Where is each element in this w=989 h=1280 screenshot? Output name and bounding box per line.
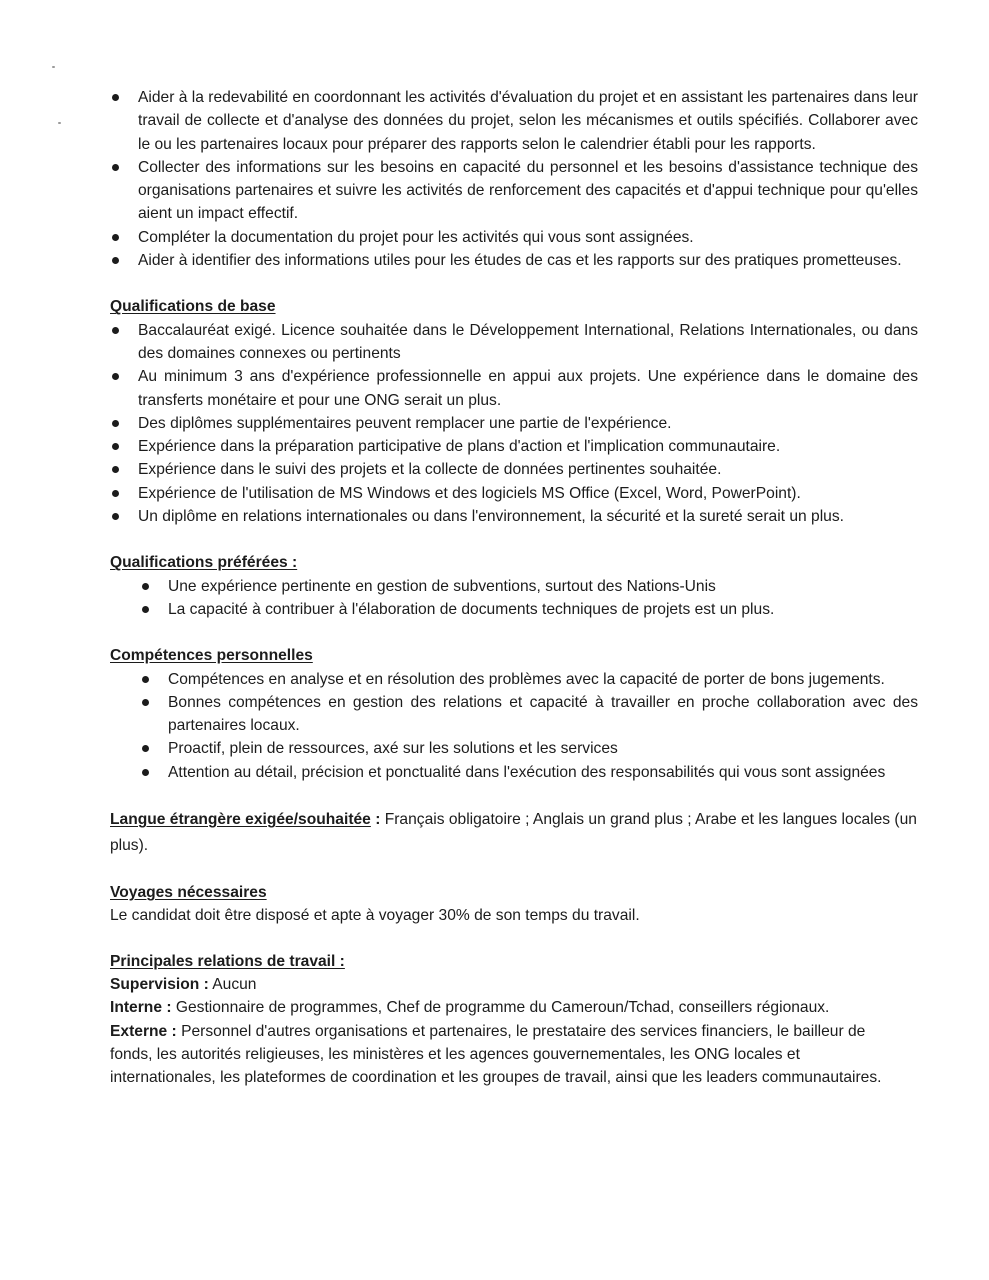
list-item: Proactif, plein de ressources, axé sur les solutions et les services [140, 737, 918, 760]
langue-text: Français obligatoire ; Anglais un grand plus ; Arabe et les langues locales (un plus). [110, 811, 917, 855]
relations-heading: Principales relations de travail : [110, 952, 345, 970]
externe-line [110, 1020, 900, 1090]
scan-speck [58, 122, 61, 124]
interne-line [110, 996, 918, 1019]
supervision-value: Aucun [208, 975, 257, 993]
list-item: Des diplômes supplémentaires peuvent remplacer une partie de l'expérience. [110, 412, 918, 435]
list-item: Collecter des informations sur les besoins en capacité du personnel et les besoins d'assistance technique des organisations partenaires et suivre les activités de renforcement des capacités et d'appui technique pour qu'elles aient un impact effectif. [110, 156, 918, 226]
qualifications-preferees-heading: Qualifications préférées : [110, 554, 298, 572]
list-item: Aider à identifier des informations utiles pour les études de cas et les rapports sur des pratiques prometteuses. [110, 249, 918, 272]
qualifications-preferees-list [110, 575, 918, 622]
list-item: Au minimum 3 ans d'expérience professionnelle en appui aux projets. Une expérience dans le domaine des transferts monétaire et pour une ONG serait un plus. [110, 365, 918, 412]
document-content [110, 86, 918, 1089]
supervision-label: Supervision : [110, 975, 209, 993]
list-item: Aider à la redevabilité en coordonnant les activités d'évaluation du projet et en assistant les partenaires dans leur travail de collecte et d'analyse des données du projet, selon les mécanismes et outils spécifiés. Collaborer avec le ou les partenaires locaux pour préparer des rapports selon le calendrier établi pour les rapports. [110, 86, 918, 156]
list-item: Un diplôme en relations internationales ou dans l'environnement, la sécurité et la sureté serait un plus. [110, 505, 918, 528]
externe-value: Personnel d'autres organisations et partenaires, le prestataire des services financiers, le bailleur de fonds, les autorités religieuses, les ministères et les agences gouvernementales, les ONG locales et internationales, les plateformes de coordination et les groupes de travail, ainsi que les leaders communautaires. [110, 1022, 882, 1087]
externe-label: Externe : [110, 1022, 177, 1040]
scan-speck [52, 66, 55, 68]
list-item: Une expérience pertinente en gestion de subventions, surtout des Nations-Unis [140, 575, 918, 598]
list-item: Expérience dans le suivi des projets et la collecte de données pertinentes souhaitée. [110, 458, 918, 481]
langue-separator: : [370, 811, 385, 829]
langue-heading: Langue étrangère exigée/souhaitée [110, 811, 371, 829]
interne-label: Interne : [110, 999, 172, 1017]
qualifications-base-heading: Qualifications de base [110, 298, 276, 316]
list-item: Compléter la documentation du projet pour les activités qui vous sont assignées. [110, 226, 918, 249]
intro-bullet-list [110, 86, 918, 272]
supervision-line [110, 973, 918, 996]
langue-paragraph [110, 807, 918, 859]
list-item: Compétences en analyse et en résolution des problèmes avec la capacité de porter de bons jugements. [140, 668, 918, 691]
voyages-text: Le candidat doit être disposé et apte à voyager 30% de son temps du travail. [110, 907, 640, 925]
competences-heading: Compétences personnelles [110, 647, 313, 665]
list-item: Attention au détail, précision et ponctualité dans l'exécution des responsabilités qui vous sont assignées [140, 761, 918, 784]
list-item: Bonnes compétences en gestion des relations et capacité à travailler en proche collaboration avec des partenaires locaux. [140, 691, 918, 738]
list-item: Baccalauréat exigé. Licence souhaitée dans le Développement International, Relations Internationales, ou dans des domaines connexes ou pertinents [110, 319, 918, 366]
competences-list [110, 668, 918, 784]
list-item: Expérience de l'utilisation de MS Windows et des logiciels MS Office (Excel, Word, PowerPoint). [110, 482, 918, 505]
qualifications-base-list [110, 319, 918, 529]
list-item: La capacité à contribuer à l'élaboration de documents techniques de projets est un plus. [140, 598, 918, 621]
interne-value: Gestionnaire de programmes, Chef de programme du Cameroun/Tchad, conseillers régionaux. [171, 999, 830, 1017]
voyages-heading: Voyages nécessaires [110, 884, 267, 902]
list-item: Expérience dans la préparation participative de plans d'action et l'implication communautaire. [110, 435, 918, 458]
